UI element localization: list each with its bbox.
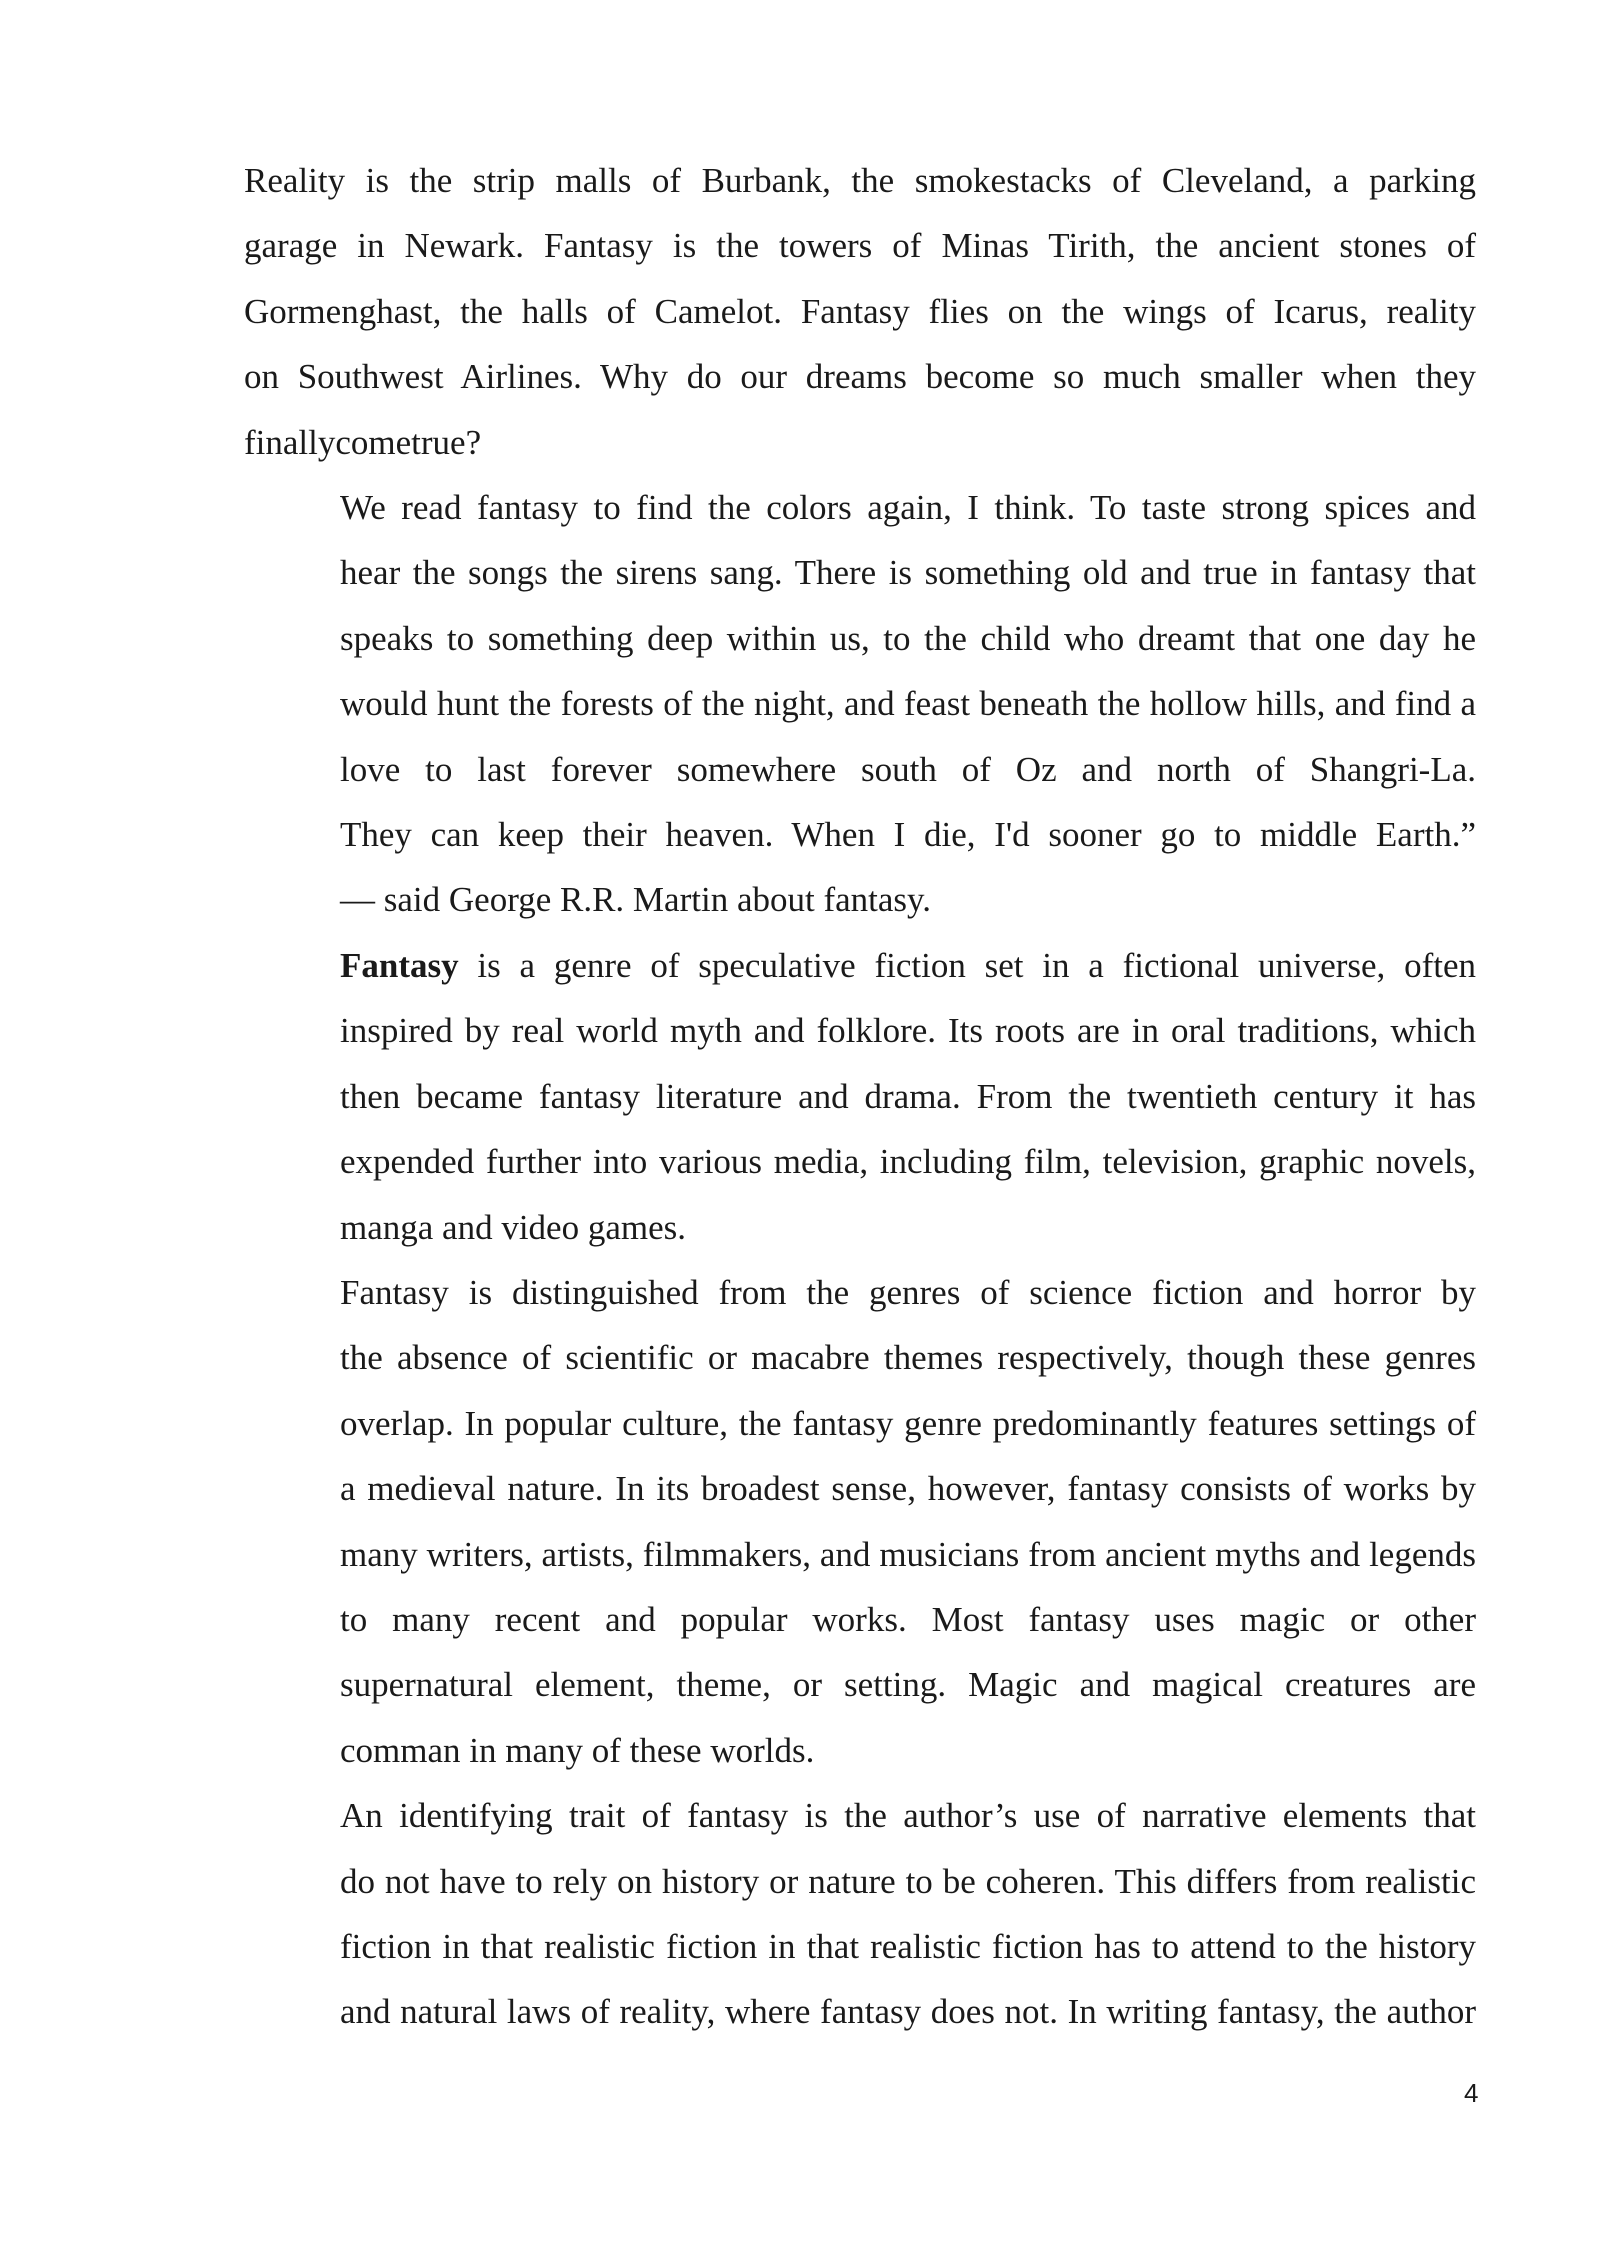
text-line: Fantasy is distinguished from the genres of science fiction and horror by <box>340 1272 1476 1312</box>
text-line: hear the songs the sirens sang. There is something old and true in fantasy that <box>340 553 1476 593</box>
text-line: love to last forever somewhere south of Oz and north of Shangri-La. <box>340 749 1476 789</box>
text-line: garage in Newark. Fantasy is the towers of Minas Tirith, the ancient stones of <box>244 226 1476 266</box>
text-line: finallycometrue? <box>244 422 482 462</box>
text-line: and natural laws of reality, where fantasy does not. In writing fantasy, the author <box>340 1992 1476 2032</box>
text-line: speaks to something deep within us, to the child who dreamt that one day he <box>340 618 1476 658</box>
text-line: Reality is the strip malls of Burbank, the smokestacks of Cleveland, a parking <box>244 161 1476 200</box>
paragraph-4 <box>244 1260 1476 1783</box>
text-line: fiction in that realistic fiction in that realistic fiction has to attend to the history <box>340 1926 1476 1966</box>
text-line: manga and video games. <box>340 1207 687 1247</box>
text-line: then became fantasy literature and drama. From the twentieth century it has <box>340 1076 1476 1116</box>
text-line: inspired by real world myth and folklore. Its roots are in oral traditions, which <box>340 1011 1476 1051</box>
page-number: 4 <box>1464 2078 1479 2108</box>
text-line: We read fantasy to find the colors again, I think. To taste strong spices and <box>340 488 1476 528</box>
text-line: many writers, artists, filmmakers, and musicians from ancient myths and legends <box>340 1534 1476 1574</box>
text-line: do not have to rely on history or nature to be coheren. This differs from realistic <box>340 1861 1476 1901</box>
text-line <box>244 933 1476 998</box>
text-line: An identifying trait of fantasy is the author’s use of narrative elements that <box>340 1796 1476 1836</box>
text-line: Gormenghast, the halls of Camelot. Fantasy flies on the wings of Icarus, reality <box>244 291 1476 331</box>
text-line: would hunt the forests of the night, and feast beneath the hollow hills, and find a <box>340 684 1476 724</box>
quote-attribution: — said George R.R. Martin about fantasy. <box>340 880 932 920</box>
body-text <box>244 148 1476 2045</box>
text-line: the absence of scientific or macabre themes respectively, though these genres <box>340 1338 1476 1378</box>
bold-term: Fantasy <box>340 945 459 985</box>
paragraph-2 <box>244 475 1476 933</box>
text-line: overlap. In popular culture, the fantasy genre predominantly features settings of <box>340 1403 1476 1443</box>
paragraph-1 <box>244 148 1476 475</box>
paragraph-3 <box>244 933 1476 1260</box>
text-line: expended further into various media, including film, television, graphic novels, <box>340 1142 1476 1182</box>
text-line: to many recent and popular works. Most fantasy uses magic or other <box>340 1599 1476 1639</box>
paragraph-5 <box>244 1783 1476 2045</box>
text-span: is a genre of speculative fiction set in a fictional universe, often <box>458 945 1476 985</box>
text-line: supernatural element, theme, or setting. Magic and magical creatures are <box>340 1665 1476 1705</box>
text-line: a medieval nature. In its broadest sense, however, fantasy consists of works by <box>340 1469 1476 1509</box>
text-line: comman in many of these worlds. <box>340 1730 815 1770</box>
text-line: on Southwest Airlines. Why do our dreams become so much smaller when they <box>244 357 1476 397</box>
text-line: They can keep their heaven. When I die, I'd sooner go to middle Earth.” <box>340 815 1476 855</box>
